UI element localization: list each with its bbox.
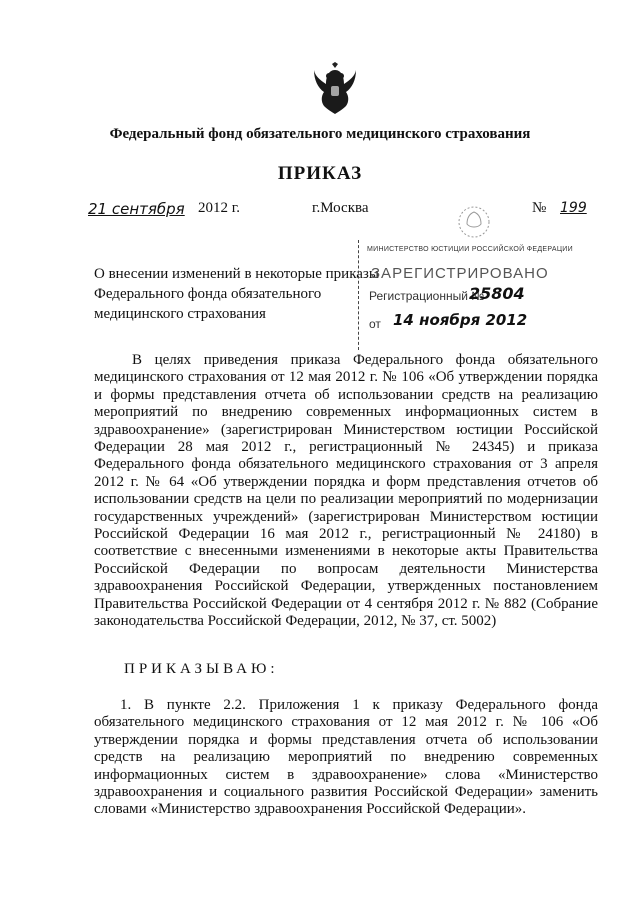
date-year: 2012 г. xyxy=(198,200,240,216)
item-1-paragraph: 1. В пункте 2.2. Приложения 1 к приказу Федерального фонда обязательного медицинского страхования от 12 мая 2012 г. № 106 «Об утверждении порядка и формы представления отчета об использовании средств на реализацию мероприятий по внедрению современных информационных систем в здравоохранение» слова «Министерство здравоохранения и социального развития Российской Федерации» заменить словами «Министерство здравоохранения Российской Федерации». xyxy=(94,697,598,818)
coat-of-arms-icon xyxy=(312,62,358,116)
stamp-crest-icon xyxy=(451,204,497,240)
handwritten-number: 199 xyxy=(560,200,587,216)
order-word: ПРИКАЗЫВАЮ: xyxy=(124,661,279,677)
stamp-status: ЗАРЕГИСТРИРОВАНО xyxy=(371,265,549,282)
stamp-reg-date: 14 ноября 2012 xyxy=(393,311,528,329)
stamp-ministry: МИНИСТЕРСТВО ЮСТИЦИИ РОССИЙСКОЙ ФЕДЕРАЦИИ xyxy=(367,246,573,253)
city: г.Москва xyxy=(312,200,369,216)
stamp-date-label: от xyxy=(369,317,381,331)
handwritten-date: 21 сентября xyxy=(88,200,185,218)
stamp-reg-label: Регистрационный № xyxy=(369,289,485,303)
order-subject: О внесении изменений в некоторые приказы Федерального фонда обязательного медицинского страхования xyxy=(94,266,379,322)
stamp-reg-number: 25804 xyxy=(469,284,525,303)
organization-name: Федеральный фонд обязательного медицинского страхования xyxy=(109,126,531,142)
number-label: № xyxy=(532,200,547,216)
registration-stamp xyxy=(358,240,587,350)
preamble-paragraph: В целях приведения приказа Федерального фонда обязательного медицинского страхования от 12 мая 2012 г. № 106 «Об утверждении порядка и формы представления отчета об использовании средств на реализацию мероприятий по внедрению современных информационных систем в здравоохранение» (зарегистрирован Министерством юстиции Российской Федерации 28 мая 2012 г., регистрационный № 24345) и приказа Федерального фонда обязательного медицинского страхования от 3 апреля 2012 г. № 64 «Об утверждении порядка и форм представления отчетов об использовании средств на цели по реализации мероприятий по модернизации государственных учреждений» (зарегистрирован Министерством юстиции Российской Федерации 16 мая 2012 г., регистрационный № 24180) в соответствие с внесенными изменениями в некоторые акты Правительства Российской Федерации по вопросам деятельности Министерства здравоохранения Российской Федерации, утвержденных постановлением Правительства Российской Федерации от 4 сентября 2012 г. № 882 (Собрание законодательства Российской Федерации, 2012, № 37, ст. 5002) xyxy=(94,352,598,630)
document-title: ПРИКАЗ xyxy=(277,163,363,184)
